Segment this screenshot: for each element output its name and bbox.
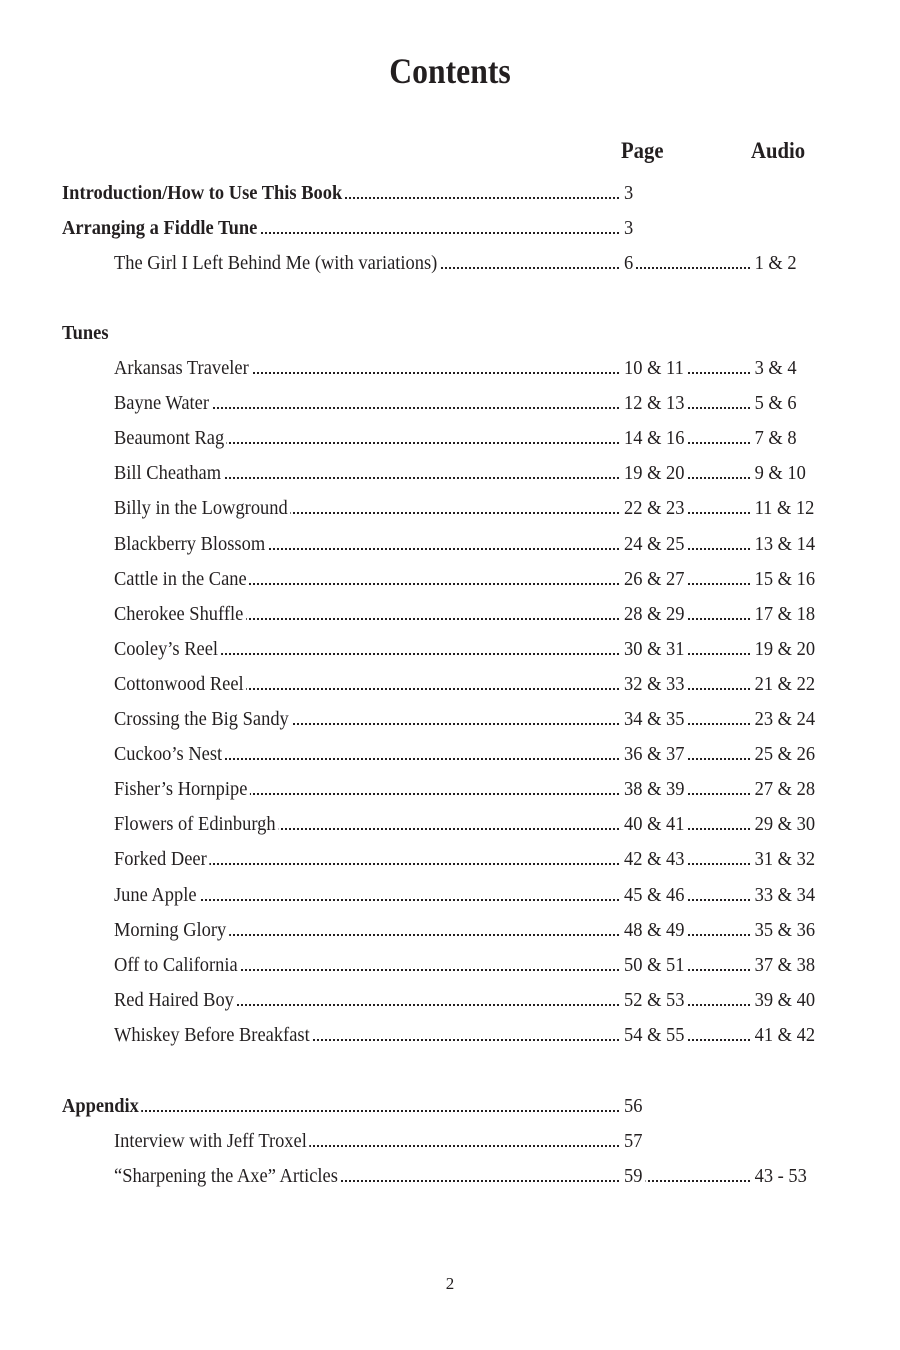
toc-entry-audio: 31 & 32 [751,844,815,874]
toc-entry-label: Billy in the Lowground [114,493,290,523]
toc-entry-page: 52 & 53 [624,985,687,1015]
toc-entry-tune[interactable] [0,669,900,699]
toc-entry-tune[interactable] [0,493,900,523]
toc-entry-label: Off to California [114,950,240,980]
toc-entry-tune[interactable] [0,985,900,1015]
toc-entry-label: Crossing the Big Sandy [114,704,291,734]
toc-entry-introduction[interactable] [0,178,900,208]
toc-entry-tune[interactable] [0,739,900,769]
toc-entry-label: Morning Glory [114,915,229,945]
toc-entry-label: Bayne Water [114,388,212,418]
toc-entry-label: Appendix [62,1091,142,1121]
toc-entry-tune[interactable] [0,529,900,559]
toc-entry-tune[interactable] [0,774,900,804]
toc-entry-interview[interactable] [0,1126,900,1156]
toc-entry-page: 22 & 23 [624,493,687,523]
dot-leader [628,267,750,269]
page-number: 2 [445,1274,455,1293]
toc-entry-label: Arkansas Traveler [114,353,251,383]
column-header-audio: Audio [751,138,806,163]
toc-entry-label: Cherokee Shuffle [114,599,246,629]
toc-entry-page: 50 & 51 [624,950,687,980]
toc-entry-audio: 39 & 40 [751,985,815,1015]
toc-entry-audio: 13 & 14 [751,529,815,559]
dot-leader [628,1180,750,1182]
toc-entry-audio: 19 & 20 [751,634,815,664]
toc-entry-label: Cuckoo’s Nest [114,739,225,769]
toc-entry-tune[interactable] [0,844,900,874]
toc-entry-audio: 29 & 30 [751,809,815,839]
toc-entry-page: 59 [624,1161,645,1191]
toc-entry-label: “Sharpening the Axe” Articles [114,1161,341,1191]
toc-entry-tune[interactable] [0,950,900,980]
toc-entry-page: 10 & 11 [624,353,686,383]
toc-entry-page: 57 [624,1126,645,1156]
toc-entry-audio: 35 & 36 [751,915,815,945]
toc-entry-page: 42 & 43 [624,844,687,874]
toc-entry-page: 54 & 55 [624,1020,687,1050]
toc-entry-audio: 27 & 28 [751,774,815,804]
toc-entry-audio: 9 & 10 [751,458,806,488]
toc-entry-tune[interactable] [0,809,900,839]
toc-entry-page: 40 & 41 [624,809,687,839]
toc-entry-tune[interactable] [0,353,900,383]
toc-entry-page: 45 & 46 [624,880,687,910]
toc-entry-arranging[interactable] [0,213,900,243]
toc-entry-tune[interactable] [0,599,900,629]
toc-entry-page: 28 & 29 [624,599,687,629]
page-title: Contents [389,51,511,91]
toc-entry-page: 19 & 20 [624,458,687,488]
toc-entry-label: Flowers of Edinburgh [114,809,278,839]
toc-entry-label: Bill Cheatham [114,458,224,488]
toc-entry-page: 6 [624,248,636,278]
toc-entry-label: Blackberry Blossom [114,529,268,559]
toc-entry-label: Fisher’s Hornpipe [114,774,250,804]
toc-entry-girl-i-left-behind-me[interactable] [0,248,900,278]
toc-entry-tune[interactable] [0,458,900,488]
toc-entry-audio: 15 & 16 [751,564,815,594]
toc-entry-label: The Girl I Left Behind Me (with variations) [114,248,440,278]
toc-entry-audio: 23 & 24 [751,704,815,734]
toc-entry-label: June Apple [114,880,199,910]
toc-entry-tune[interactable] [0,1020,900,1050]
toc-entry-label: Introduction/How to Use This Book [62,178,345,208]
toc-entry-label: Beaumont Rag [114,423,227,453]
toc-entry-page: 56 [624,1091,645,1121]
toc-entry-page: 38 & 39 [624,774,687,804]
toc-entry-tune[interactable] [0,388,900,418]
toc-entry-audio: 43 - 53 [751,1161,807,1191]
toc-entry-audio: 11 & 12 [751,493,814,523]
toc-entry-page: 34 & 35 [624,704,687,734]
section-heading-tunes: Tunes [62,322,109,344]
toc-entry-appendix[interactable] [0,1091,900,1121]
dot-leader [62,1110,619,1112]
toc-entry-audio: 41 & 42 [751,1020,815,1050]
toc-entry-page: 12 & 13 [624,388,687,418]
toc-entry-page: 30 & 31 [624,634,687,664]
toc-entry-label: Red Haired Boy [114,985,237,1015]
toc-entry-page: 3 [624,213,636,243]
toc-entry-page: 14 & 16 [624,423,687,453]
toc-entry-tune[interactable] [0,634,900,664]
toc-entry-sharpening-the-axe[interactable] [0,1161,900,1191]
toc-entry-label: Forked Deer [114,844,209,874]
toc-entry-label: Cooley’s Reel [114,634,221,664]
toc-entry-audio: 3 & 4 [751,353,797,383]
toc-entry-label: Interview with Jeff Troxel [114,1126,310,1156]
toc-entry-label: Cattle in the Cane [114,564,249,594]
toc-entry-tune[interactable] [0,423,900,453]
toc-entry-tune[interactable] [0,704,900,734]
toc-entry-audio: 37 & 38 [751,950,815,980]
toc-entry-page: 3 [624,178,636,208]
toc-entry-label: Cottonwood Reel [114,669,246,699]
toc-entry-audio: 1 & 2 [751,248,797,278]
toc-entry-page: 48 & 49 [624,915,687,945]
toc-entry-page: 26 & 27 [624,564,687,594]
toc-entry-page: 36 & 37 [624,739,687,769]
toc-entry-tune[interactable] [0,564,900,594]
toc-entry-page: 32 & 33 [624,669,687,699]
toc-entry-tune[interactable] [0,915,900,945]
toc-entry-audio: 5 & 6 [751,388,797,418]
toc-entry-audio: 7 & 8 [751,423,797,453]
toc-entry-audio: 21 & 22 [751,669,815,699]
toc-entry-audio: 17 & 18 [751,599,815,629]
toc-entry-tune[interactable] [0,880,900,910]
toc-entry-label: Whiskey Before Breakfast [114,1020,312,1050]
toc-entry-audio: 25 & 26 [751,739,815,769]
toc-entry-audio: 33 & 34 [751,880,815,910]
toc-entry-page: 24 & 25 [624,529,687,559]
toc-entry-label: Arranging a Fiddle Tune [62,213,260,243]
column-header-page: Page [621,138,664,163]
